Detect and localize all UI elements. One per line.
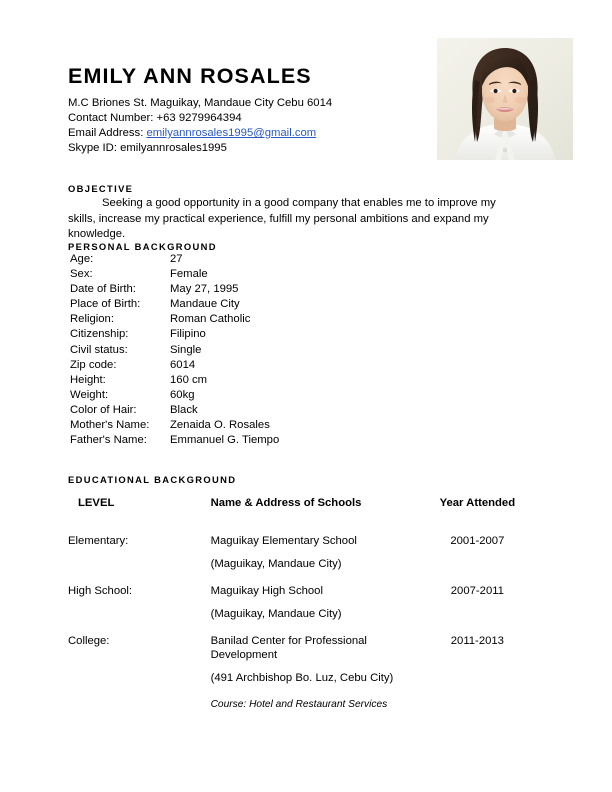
field-value: Single	[170, 343, 202, 356]
table-row	[70, 282, 279, 297]
field-value: Roman Catholic	[170, 313, 251, 326]
field-label: Citizenship:	[70, 328, 129, 341]
field-label: Height:	[70, 373, 106, 386]
school-name: Maguikay Elementary School	[210, 535, 357, 547]
school-name: Maguikay High School	[210, 585, 323, 597]
educational-background-table	[68, 496, 520, 721]
field-label: Religion:	[70, 313, 114, 326]
table-row	[68, 557, 520, 584]
column-header-school: Name & Address of Schools	[210, 497, 362, 509]
email-label: Email Address:	[68, 127, 144, 140]
field-label: Color of Hair:	[70, 403, 137, 416]
table-row	[70, 433, 279, 448]
field-value: May 27, 1995	[170, 283, 239, 296]
email-link[interactable]: emilyannrosales1995@gmail.com	[146, 127, 317, 140]
field-value: 6014	[170, 358, 196, 371]
field-label: Zip code:	[70, 358, 117, 371]
objective-heading: OBJECTIVE	[68, 183, 134, 194]
email-line	[68, 126, 428, 141]
column-header-year: Year Attended	[439, 497, 516, 509]
table-row	[70, 327, 279, 342]
header-block	[68, 64, 428, 157]
year-attended: 2011-2013	[450, 635, 504, 647]
year-attended: 2001-2007	[450, 535, 505, 547]
table-row	[70, 403, 279, 418]
table-row	[70, 343, 279, 358]
field-label: Age:	[70, 253, 94, 265]
education-level: Elementary:	[68, 535, 129, 547]
spacer-cell	[68, 671, 201, 698]
skype-line: Skype ID: emilyannrosales1995	[68, 142, 227, 155]
table-row	[70, 297, 279, 312]
table-row	[70, 267, 279, 282]
field-value: Filipino	[170, 328, 206, 341]
field-label: Place of Birth:	[70, 298, 141, 311]
field-label: Civil status:	[70, 343, 128, 356]
field-value: Female	[170, 268, 208, 281]
table-row	[70, 373, 279, 388]
table-row	[68, 534, 520, 557]
field-value: Zenaida O. Rosales	[170, 419, 270, 432]
school-name: Banilad Center for Professional Development	[210, 635, 367, 661]
spacer-cell	[435, 698, 520, 721]
field-value: Mandaue City	[170, 298, 240, 311]
contact-number-line: Contact Number: +63 9279964394	[68, 111, 242, 124]
table-row	[68, 584, 520, 607]
table-row	[68, 671, 520, 698]
table-row	[70, 312, 279, 327]
avatar	[437, 38, 573, 160]
table-row	[70, 388, 279, 403]
table-row	[70, 418, 279, 433]
field-value: Black	[170, 403, 198, 416]
spacer-cell	[435, 557, 520, 584]
personal-background-heading: PERSONAL BACKGROUND	[68, 241, 217, 252]
field-label: Mother's Name:	[70, 419, 150, 432]
year-attended: 2007-2011	[450, 585, 504, 597]
table-row	[68, 698, 520, 721]
table-header-row	[68, 496, 520, 534]
education-level: College:	[68, 635, 110, 647]
objective-text: Seeking a good opportunity in a good company that enables me to improve my skills, increase my practical experience, fulfill my personal ambitions and expand my knowledge.	[68, 197, 496, 241]
field-value: 60kg	[170, 388, 195, 401]
portrait-photo-icon	[437, 38, 573, 160]
table-row	[68, 634, 520, 671]
field-label: Weight:	[70, 388, 109, 401]
spacer-cell	[435, 671, 520, 698]
spacer-cell	[68, 698, 201, 721]
education-level: High School:	[68, 585, 133, 597]
field-value: 160 cm	[170, 373, 208, 386]
course-name: Course: Hotel and Restaurant Services	[210, 699, 388, 710]
page-title: EMILY ANN ROSALES	[68, 64, 312, 88]
field-value: Emmanuel G. Tiempo	[170, 434, 280, 447]
school-address: (Maguikay, Mandaue City)	[210, 558, 342, 570]
school-address: (491 Archbishop Bo. Luz, Cebu City)	[210, 672, 394, 684]
field-label: Father's Name:	[70, 434, 147, 447]
address-line: M.C Briones St. Maguikay, Mandaue City Cebu 6014	[68, 96, 333, 109]
educational-background-heading: EDUCATIONAL BACKGROUND	[68, 474, 237, 485]
spacer-cell	[435, 607, 520, 634]
school-address: (Maguikay, Mandaue City)	[210, 608, 342, 620]
spacer-cell	[68, 607, 201, 634]
field-label: Sex:	[70, 268, 93, 281]
personal-background-table	[70, 252, 279, 448]
table-row	[70, 358, 279, 373]
column-header-level: LEVEL	[78, 497, 115, 509]
field-value: 27	[170, 253, 183, 265]
field-label: Date of Birth:	[70, 283, 136, 296]
spacer-cell	[68, 557, 201, 584]
table-row	[70, 252, 279, 267]
table-row	[68, 607, 520, 634]
